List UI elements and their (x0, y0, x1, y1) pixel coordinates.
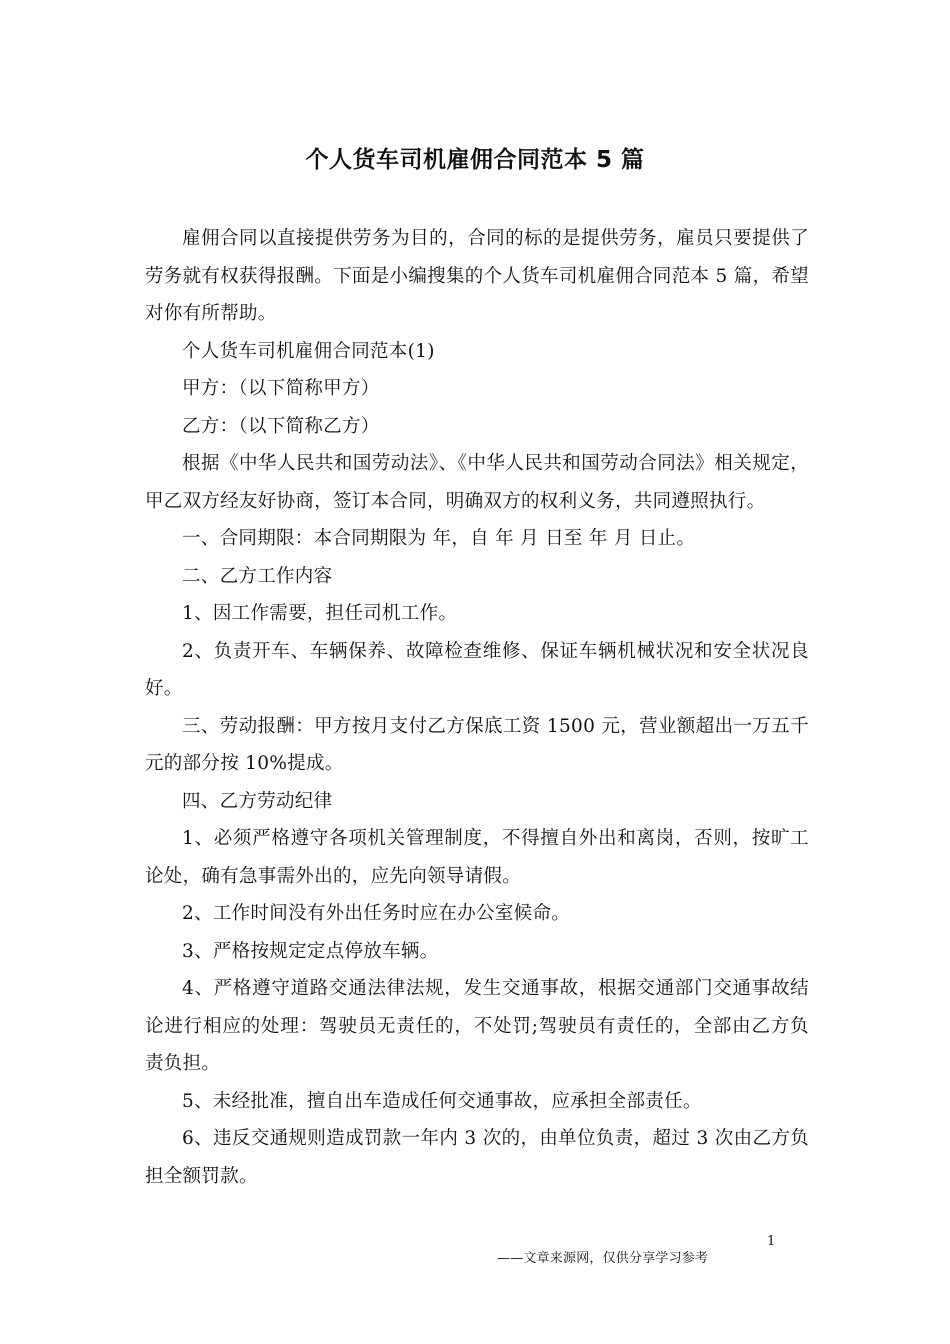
paragraph-party-b: 乙方：（以下简称乙方） (182, 415, 380, 437)
paragraph-discipline-item-6: 6、违反交通规则造成罚款一年内 3 次的，由单位负责，超过 3 次由乙方负担全额罚款。 (145, 1128, 809, 1187)
page-number: 1 (767, 1234, 776, 1249)
paragraph-work-item-2: 2、负责开车、车辆保养、故障检查维修、保证车辆机械状况和安全状况良好。 (145, 640, 809, 699)
document-body (145, 220, 809, 1195)
paragraph-work-item-1: 1、因工作需要，担任司机工作。 (182, 603, 458, 624)
document-title: 个人货车司机雇佣合同范本 5 篇 (305, 147, 645, 173)
paragraph-discipline-item-2: 2、工作时间没有外出任务时应在办公室候命。 (182, 903, 571, 924)
paragraph-party-a: 甲方：（以下简称甲方） (182, 378, 380, 399)
paragraph-intro: 雇佣合同以直接提供劳务为目的，合同的标的是提供劳务，雇员只要提供了劳务就有权获得报酬。下面是小编搜集的个人货车司机雇佣合同范本 5 篇，希望对你有所帮助。 (145, 228, 809, 324)
paragraph-discipline-item-1: 1、必须严格遵守各项机关管理制度，不得擅自外出和离岗，否则，按旷工论处，确有急事需外出的，应先向领导请假。 (145, 828, 809, 887)
paragraph-discipline-heading: 四、乙方劳动纪律 (182, 790, 333, 812)
paragraph-remuneration: 三、劳动报酬：甲方按月支付乙方保底工资 1500 元，营业额超出一万五千元的部分按 10%提成。 (145, 715, 809, 774)
paragraph-discipline-item-4: 4、严格遵守道路交通法律法规，发生交通事故，根据交通部门交通事故结论进行相应的处理：驾驶员无责任的，不处罚;驾驶员有责任的，全部由乙方负责负担。 (145, 978, 809, 1074)
footer-source-note: ——文章来源网，仅供分享学习参考 (497, 1251, 709, 1266)
paragraph-work-content-heading: 二、乙方工作内容 (182, 565, 333, 587)
paragraph-contract-term: 一、合同期限：本合同期限为 年，自 年 月 日至 年 月 日止。 (182, 528, 696, 549)
paragraph-discipline-item-5: 5、未经批准，擅自出车造成任何交通事故，应承担全部责任。 (182, 1090, 702, 1112)
paragraph-contract-heading: 个人货车司机雇佣合同范本(1) (182, 340, 435, 362)
paragraph-legal-basis: 根据《中华人民共和国劳动法》、《中华人民共和国劳动合同法》相关规定，甲乙双方经友好协商，签订本合同，明确双方的权利义务，共同遵照执行。 (145, 453, 809, 512)
paragraph-discipline-item-3: 3、严格按规定定点停放车辆。 (182, 940, 439, 962)
